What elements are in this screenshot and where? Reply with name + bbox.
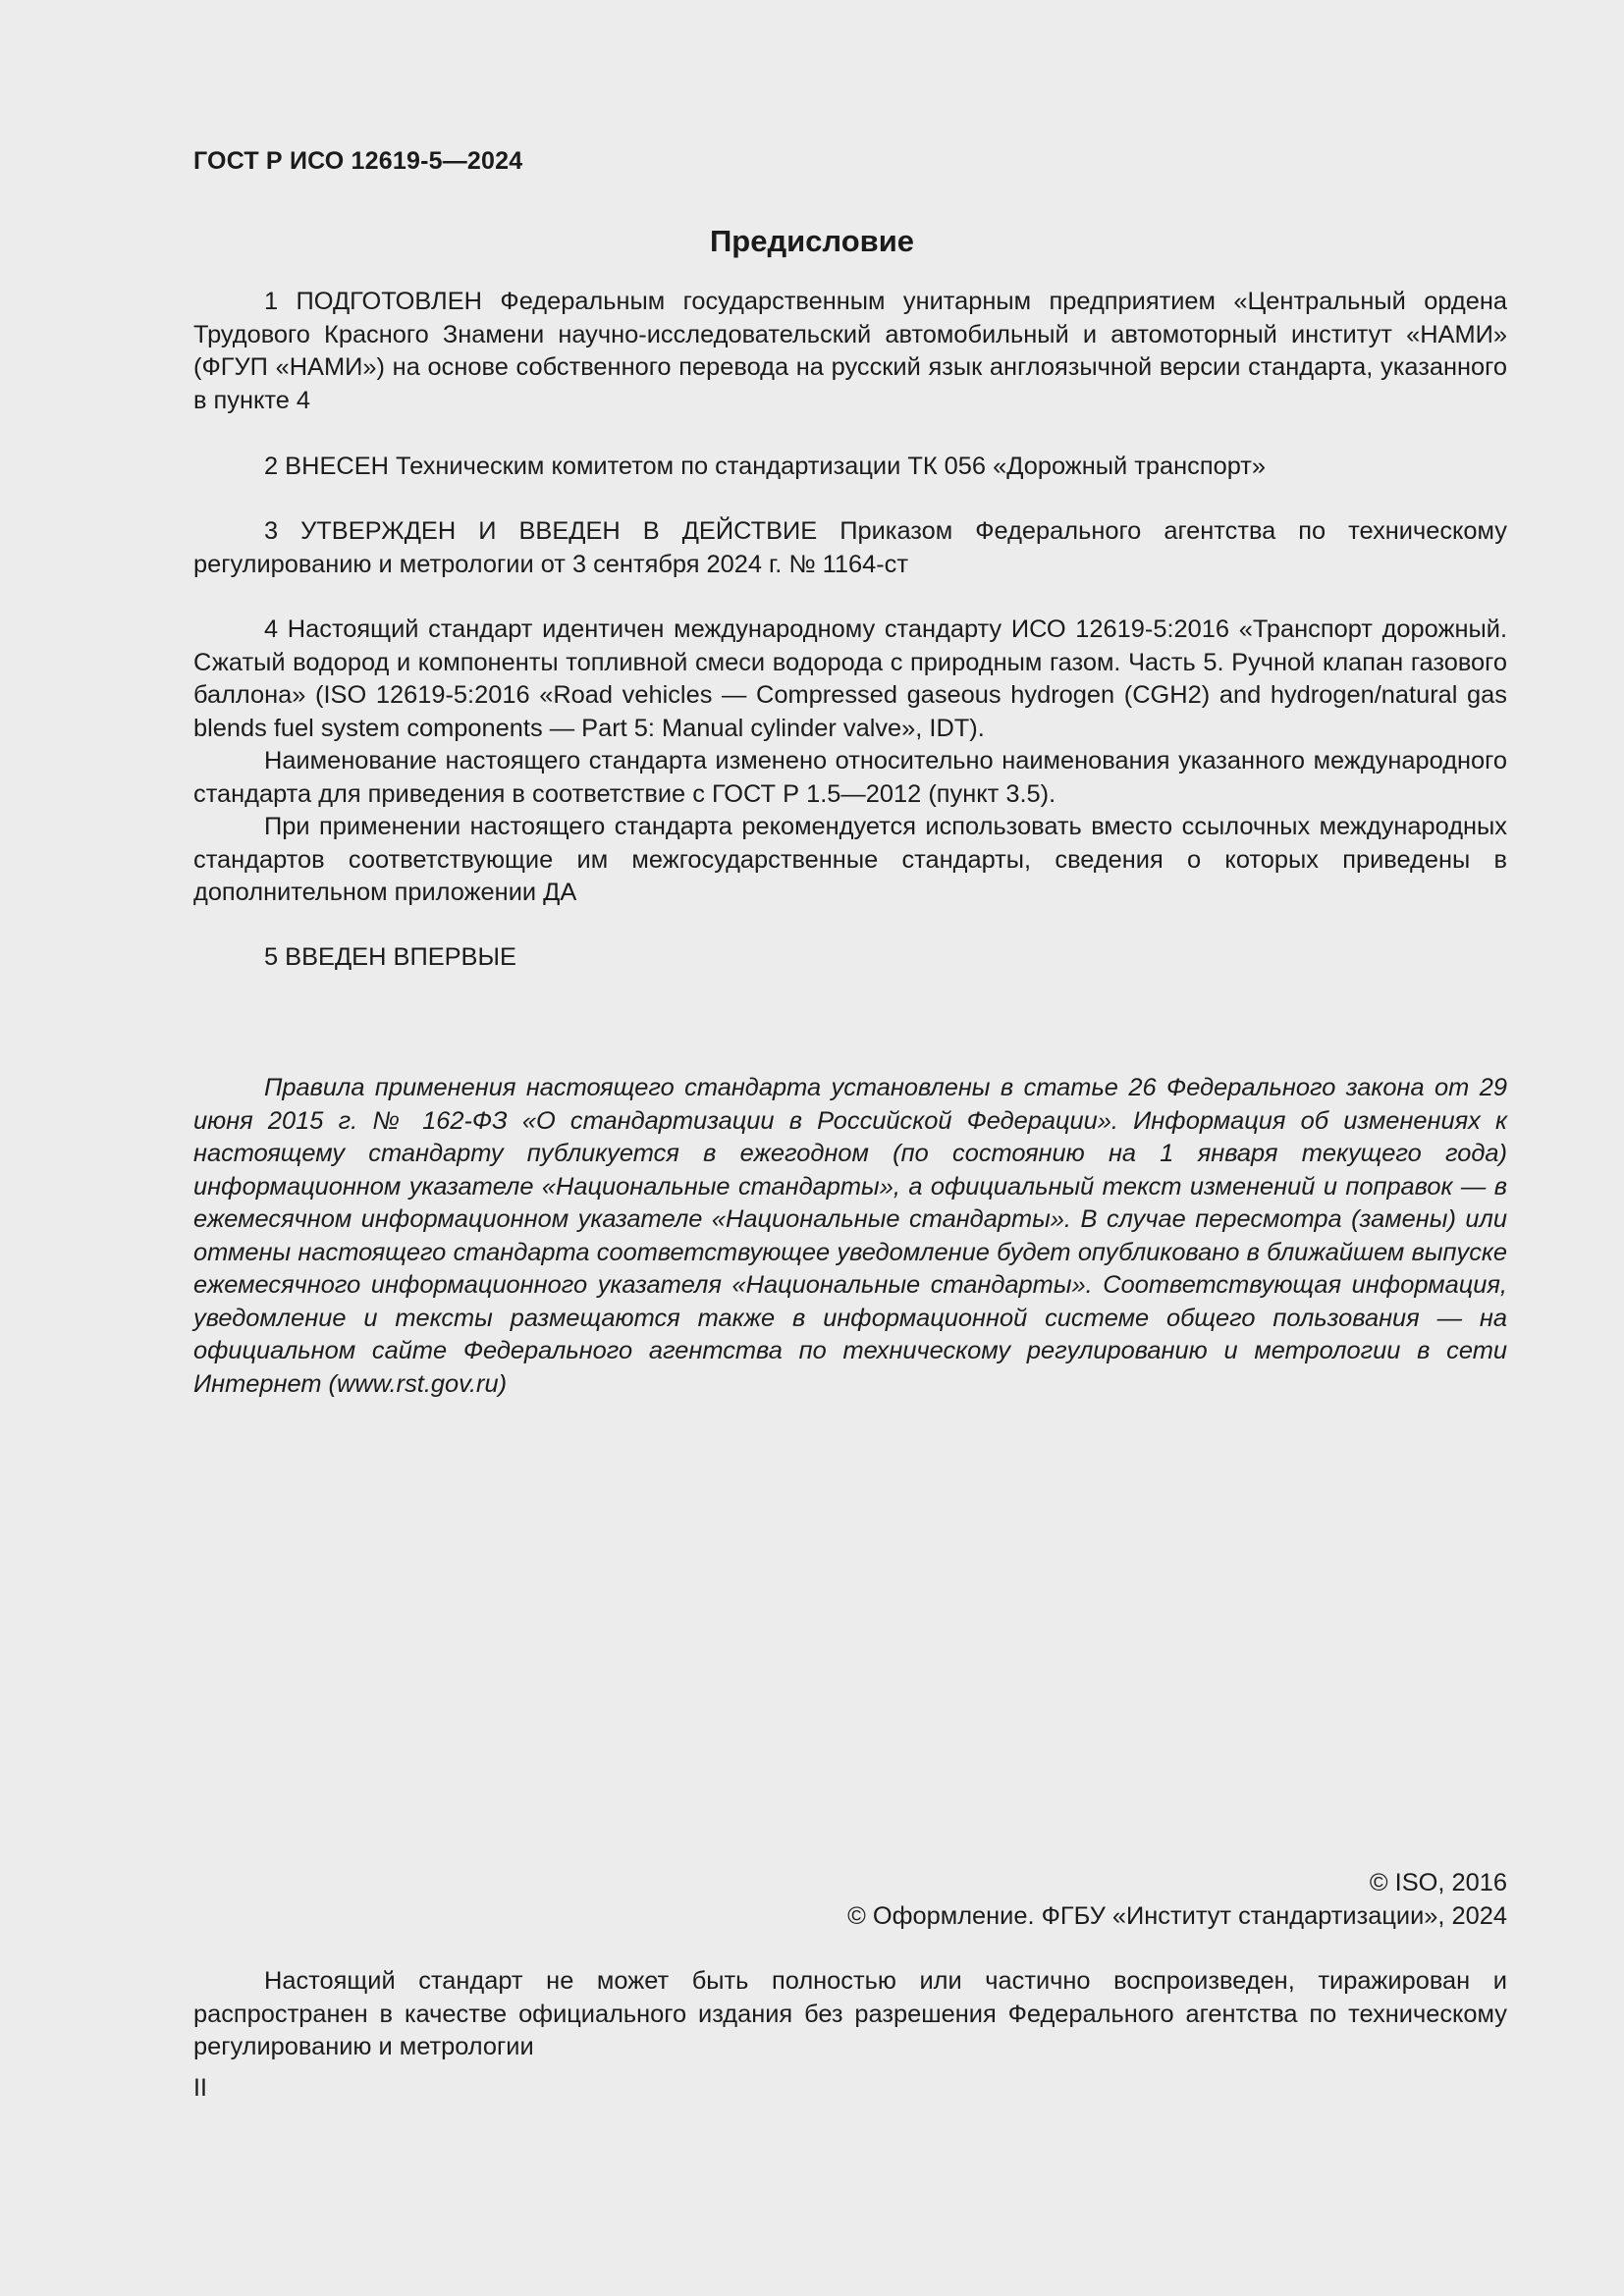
foreword-item-2	[193, 451, 1507, 484]
foreword-item-4	[193, 614, 1507, 910]
reproduction-notice	[193, 1965, 1507, 2064]
foreword-item-5-text: 5 ВВЕДЕН ВПЕРВЫЕ	[264, 943, 516, 971]
foreword-item-1	[193, 286, 1507, 417]
foreword-item-3	[193, 515, 1507, 581]
foreword-item-4-name-note: Наименование настоящего стандарта изменено относительно наименования указанного международного стандарта для приведения в соответствие с ГОСТ Р 1.5—2012 (пункт 3.5).	[193, 747, 1507, 808]
rules-paragraph	[193, 1072, 1507, 1401]
foreword-item-2-text: 2 ВНЕСЕН Техническим комитетом по стандартизации ТК 056 «Дорожный транспорт»	[264, 453, 1267, 480]
rules-text: Правила применения настоящего стандарта установлены в статье 26 Федерального закона от 29 июня 2015 г. № 162-ФЗ «О стандартизации в Российской Федерации». Информация об изменениях к настоящему стандарту публикуется в ежегодном (по состоянию на 1 января текущего года) информационном указателе «Национальные стандарты», а официальный текст изменений и поправок — в ежемесячном информационном указателе «Национальные стандарты». В случае пересмотра (замены) или отмены настоящего стандарта соответствующее уведомление будет опубликовано в ближайшем выпуске ежемесячного информационного указателя «Национальные стандарты». Соответствующая информация, уведомление и тексты размещаются также в информационной системе общего пользования — на официальном сайте Федерального агентства по техническому регулированию и метрологии в сети Интернет (www.rst.gov.ru)	[193, 1074, 1507, 1398]
page-title: Предисловие	[709, 224, 914, 258]
foreword-item-4-text: 4 Настоящий стандарт идентичен международному стандарту ИСО 12619-5:2016 «Транспорт дорожный. Сжатый водород и компоненты топливной смеси водорода с природным газом. Часть 5. Ручной клапан газового баллона» (ISO 12619-5:2016 «Road vehicles — Compressed gaseous hydrogen (CGH2) and hydrogen/natural gas blends fuel system components — Part 5: Manual cylinder valve», IDT).	[193, 615, 1507, 742]
copyright-block	[193, 1867, 1507, 1933]
foreword-item-3-text: 3 УТВЕРЖДЕН И ВВЕДЕН В ДЕЙСТВИЕ Приказом Федерального агентства по техническому регулированию и метрологии от 3 сентября 2024 г. № 1164-ст	[193, 517, 1507, 578]
copyright-design: © Оформление. ФГБУ «Институт стандартизации», 2024	[847, 1901, 1507, 1930]
foreword-item-4-usage-note: При применении настоящего стандарта рекомендуется использовать вместо ссылочных международных стандартов соответствующие им межгосударственные стандарты, сведения о которых приведены в дополнительном приложении ДА	[193, 813, 1507, 906]
page-number: II	[193, 2074, 207, 2102]
foreword-item-1-text: 1 ПОДГОТОВЛЕН Федеральным государственным унитарным предприятием «Центральный ордена Трудового Красного Знамени научно-исследовательский автомобильный и автомоторный институт «НАМИ» (ФГУП «НАМИ») на основе собственного перевода на русский язык англоязычной версии стандарта, указанного в пункте 4	[193, 288, 1507, 414]
reproduction-notice-text: Настоящий стандарт не может быть полностью или частично воспроизведен, тиражирован и распространен в качестве официального издания без разрешения Федерального агентства по техническому регулированию и метрологии	[193, 1967, 1507, 2060]
foreword-item-5	[193, 941, 1507, 975]
copyright-iso: © ISO, 2016	[1369, 1869, 1507, 1896]
document-header: ГОСТ Р ИСО 12619-5—2024	[193, 147, 523, 175]
